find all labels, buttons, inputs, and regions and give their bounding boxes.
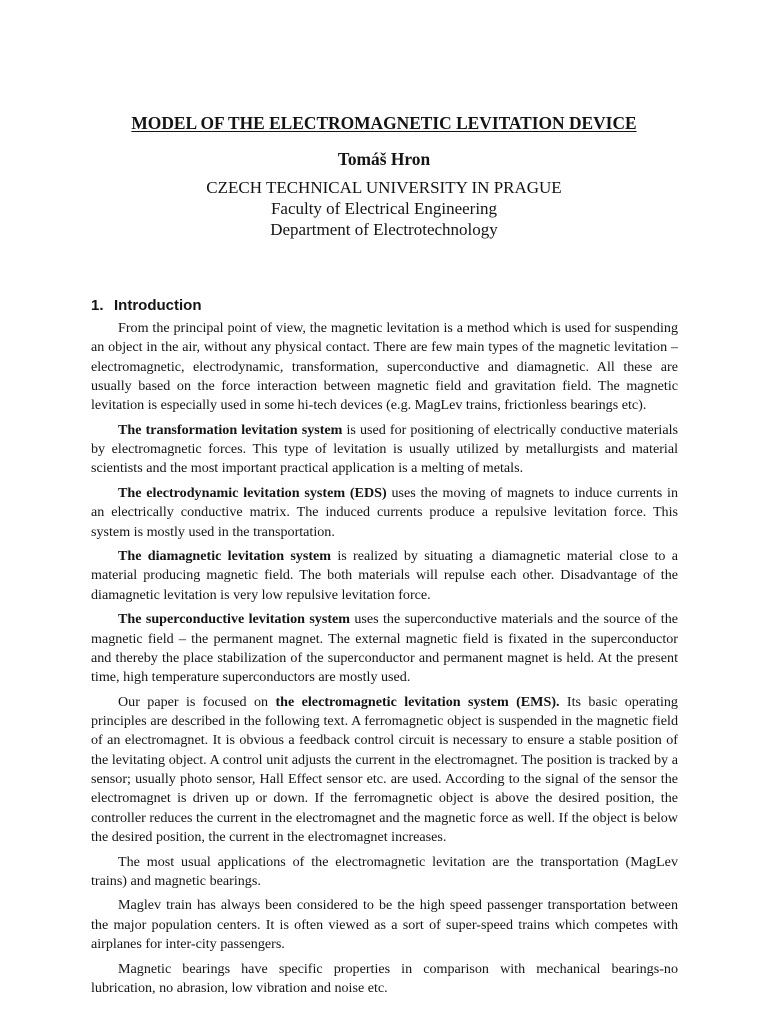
paragraph: [91, 610, 678, 687]
paragraph-lead-bold: the electromagnetic levitation system (EMS).: [275, 693, 560, 710]
paragraph: [91, 547, 678, 605]
affiliation-university: CZECH TECHNICAL UNIVERSITY IN PRAGUE: [206, 178, 562, 197]
paper-title: MODEL OF THE ELECTROMAGNETIC LEVITATION DEVICE: [131, 113, 637, 133]
paragraph-text: uses the superconductive materials and the source of the magnetic field – the permanent magnet. The external magnetic field is fixated in the superconductor and thereby the place stabilization of the superconductor and permanent magnet is held. At the present time, high temperature superconductors are mostly used.: [91, 611, 678, 686]
paragraph: [91, 853, 678, 892]
section-number: 1.: [91, 297, 104, 314]
paragraph-text: Its basic operating principles are described in the following text. A ferromagnetic object is suspended in the magnetic field of an electromagnet. It is obvious a feedback control circuit is necessary to ensure a stable position of the levitating object. A control unit adjusts the current in the electromagnet. The position is tracked by a sensor; usually photo sensor, Hall Effect sensor etc. are used. According to the signal of the sensor the electromagnet is driven up or down. If the ferromagnetic object is above the desired position, the controller reduces the current in the electromagnet and the magnetic force as well. If the object is below the desired position, the current in the electromagnet increases.: [91, 693, 678, 845]
paragraph: [91, 960, 678, 999]
paragraph: [91, 693, 678, 847]
paragraph-text: Magnetic bearings have specific properties in comparison with mechanical bearings-no lubrication, no abrasion, low vibration and noise etc.: [91, 960, 678, 996]
paragraph-lead-bold: The electrodynamic levitation system (EDS): [118, 484, 387, 501]
paragraph-lead-bold: The transformation levitation system: [118, 421, 343, 438]
paragraph: [91, 319, 678, 415]
paragraph-text: From the principal point of view, the magnetic levitation is a method which is used for suspending an object in the air, without any physical contact. There are few main types of the magnetic levitation – electromagnetic, electrodynamic, transformation, superconductive and diamagnetic. All these are usually based on the force interaction between magnetic field and gravitation field. The magnetic levitation is especially used in some hi-tech devices (e.g. MagLev trains, frictionless bearings etc).: [91, 320, 678, 414]
section-title: Introduction: [114, 297, 202, 314]
paragraph-lead-bold: The diamagnetic levitation system: [118, 548, 332, 565]
author-name: Tomáš Hron: [337, 149, 431, 169]
paragraph-text: Maglev train has always been considered to be the high speed passenger transportation between the major population centers. It is often viewed as a sort of super-speed trains which competes with airplanes for inter-city passengers.: [91, 897, 678, 952]
section-heading: [91, 297, 201, 314]
introduction-body: [91, 319, 678, 1003]
paragraph-text: The most usual applications of the electromagnetic levitation are the transportation (MagLev trains) and magnetic bearings.: [91, 853, 678, 889]
paragraph-pre-text: Our paper is focused on: [118, 693, 276, 710]
paragraph-text: uses the moving of magnets to induce currents in an electrically conductive matrix. The induced currents produce a repulsive levitation force. This system is mostly used in the transportation.: [91, 484, 678, 540]
paragraph-text: is realized by situating a diamagnetic material close to a material producing magnetic field. The both materials will repulse each other. Disadvantage of the diamagnetic levitation is very low repulsive levitation force.: [91, 548, 679, 603]
affiliation-department: Department of Electrotechnology: [270, 220, 498, 239]
paragraph: [91, 896, 678, 954]
paragraph: [91, 421, 678, 479]
paragraph-lead-bold: The superconductive levitation system: [118, 611, 351, 628]
paragraph: [91, 484, 678, 542]
affiliation-faculty: Faculty of Electrical Engineering: [270, 199, 498, 218]
paragraph-text: is used for positioning of electrically conductive materials by electromagnetic forces. This type of levitation is usually utilized by metallurgists and material scientists and the most important practical application is a melting of metals.: [91, 421, 679, 477]
